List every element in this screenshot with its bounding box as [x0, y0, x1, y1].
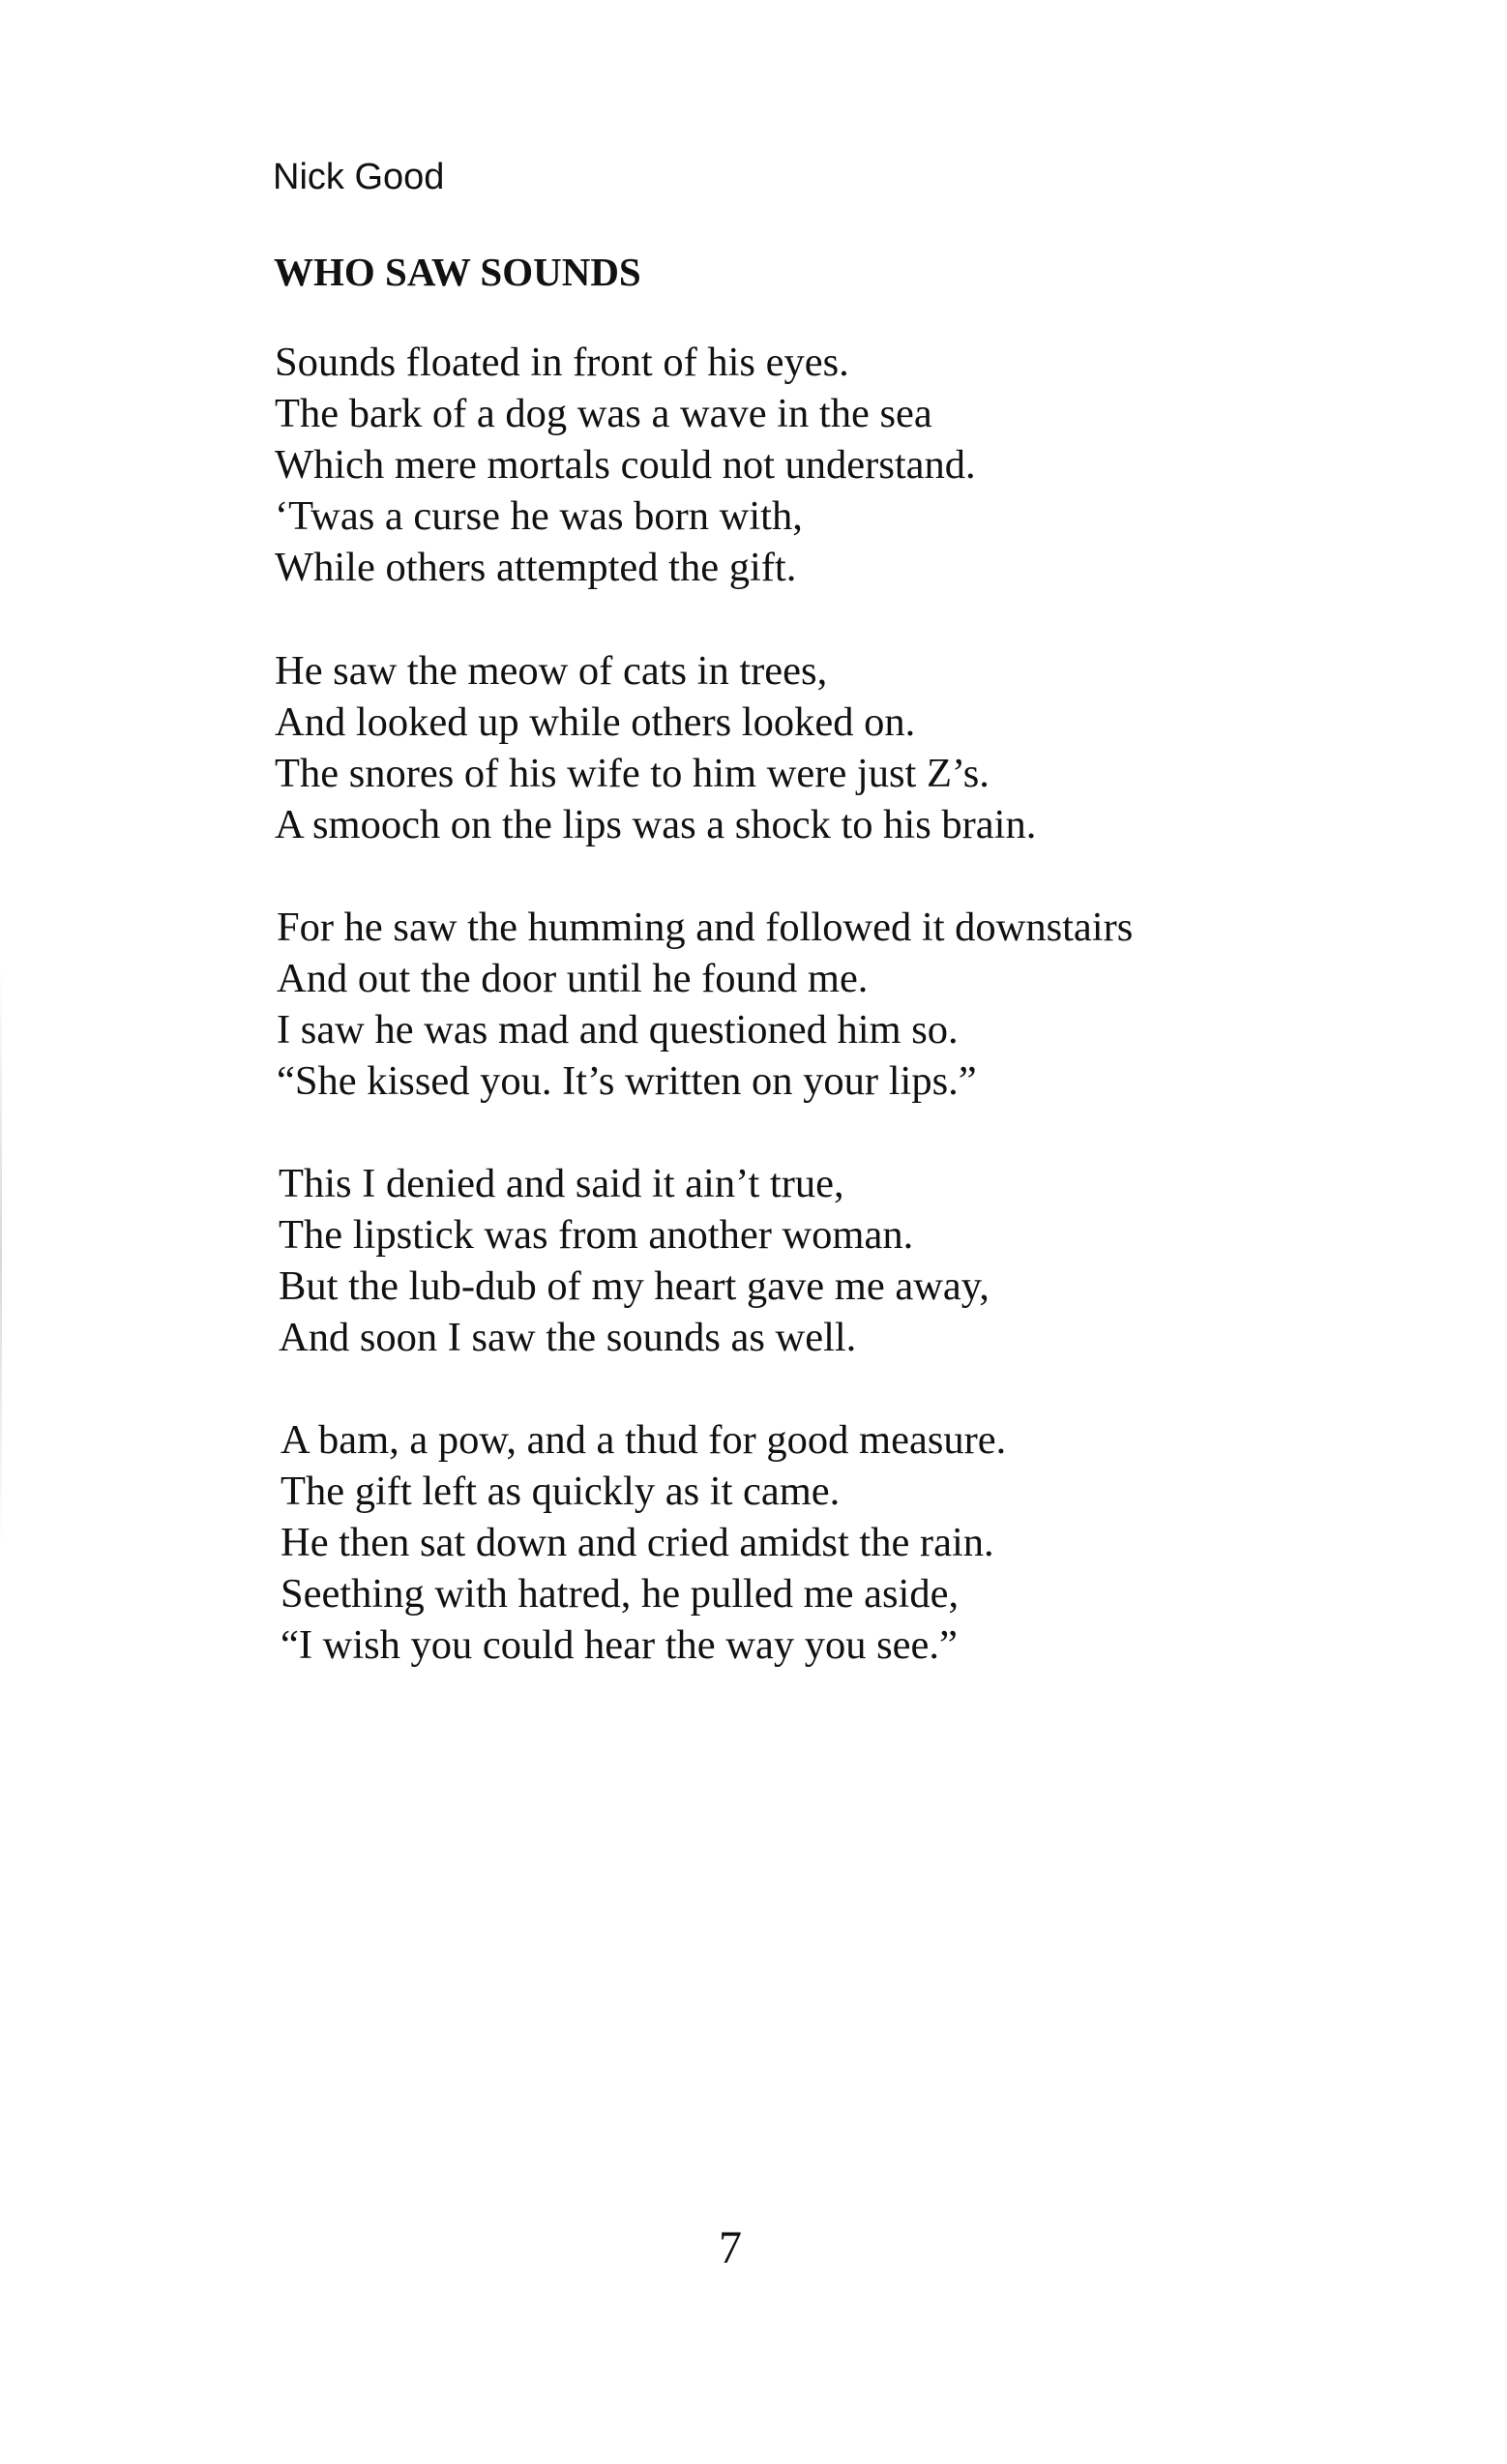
poem-line: While others attempted the gift. [275, 545, 797, 590]
poem-line: The snores of his wife to him were just Z’s. [275, 751, 990, 796]
poem-line: And out the door until he found me. [277, 956, 869, 1001]
stanza-5 [281, 1414, 1480, 1671]
poem-line: For he saw the humming and followed it downstairs [277, 905, 1134, 950]
poem-line: And soon I saw the sounds as well. [279, 1315, 857, 1360]
poem-line: The bark of a dog was a wave in the sea [275, 391, 932, 436]
poem-line: Seething with hatred, he pulled me aside, [281, 1571, 960, 1617]
poem-line: He saw the meow of cats in trees, [275, 648, 828, 694]
stanza-4 [279, 1158, 1478, 1363]
poem-line: But the lub-dub of my heart gave me away, [279, 1263, 990, 1309]
page-number: 7 [719, 2222, 742, 2273]
poem-line: Which mere mortals could not understand. [275, 442, 976, 488]
poem-line: This I denied and said it ain’t true, [279, 1161, 844, 1206]
poem-line: “I wish you could hear the way you see.” [281, 1622, 958, 1668]
poem-line: A smooch on the lips was a shock to his brain. [275, 802, 1037, 847]
poem-line: The lipstick was from another woman. [279, 1212, 914, 1258]
stanza-1 [275, 337, 1474, 593]
author-name: Nick Good [273, 157, 445, 197]
poem-line: “She kissed you. It’s written on your lips.” [277, 1058, 977, 1104]
poem-line: A bam, a pow, and a thud for good measure. [281, 1417, 1007, 1463]
poem-line: The gift left as quickly as it came. [281, 1469, 841, 1514]
poem-title: WHO SAW SOUNDS [274, 250, 641, 294]
poem-line: He then sat down and cried amidst the rain. [281, 1520, 994, 1565]
stanza-2 [275, 645, 1474, 850]
scan-edge-shadow [0, 967, 2, 1548]
poem-line: I saw he was mad and questioned him so. [277, 1007, 959, 1053]
poem-line: And looked up while others looked on. [275, 699, 916, 745]
stanza-3 [277, 902, 1476, 1107]
poem-line: Sounds floated in front of his eyes. [275, 340, 849, 385]
poem-line: ‘Twas a curse he was born with, [275, 493, 803, 539]
